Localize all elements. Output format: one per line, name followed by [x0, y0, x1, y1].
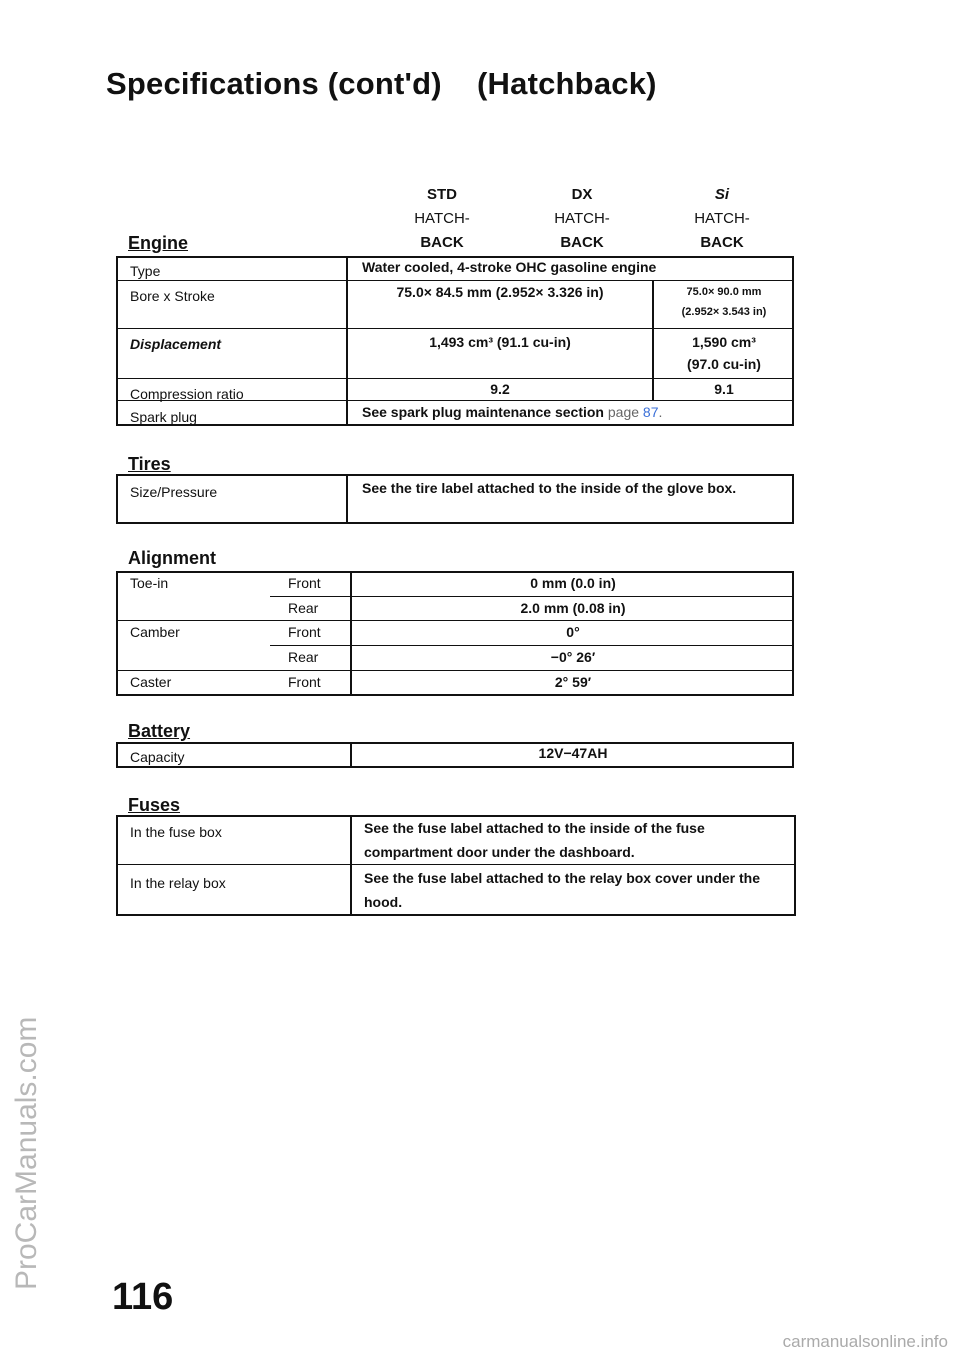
bore-label: Bore x Stroke: [130, 288, 215, 304]
spark-plug-label: Spark plug: [130, 409, 197, 425]
compression-label: Compression ratio: [130, 386, 244, 402]
tires-bottom-rule: [116, 522, 794, 524]
spark-plug-value: [362, 404, 662, 420]
tires-divider: [346, 474, 348, 524]
battery-capacity-value: 12V−47AH: [538, 745, 608, 761]
footer-watermark: carmanualsonline.info: [782, 1332, 948, 1351]
camber-rear-label: Rear: [288, 649, 319, 665]
battery-capacity-label: Capacity: [130, 749, 185, 765]
spark-plug-text: See spark plug maintenance section: [362, 404, 604, 420]
tire-size-value: See the tire label attached to the inside of the glove box.: [362, 480, 737, 496]
toe-in-front-label: Front: [288, 575, 321, 591]
relay-box-label: In the relay box: [130, 875, 226, 891]
alignment-row-line: [270, 596, 794, 597]
alignment-row-line: [270, 645, 794, 646]
column-si-line1: Si: [714, 186, 730, 203]
column-std: [372, 183, 512, 255]
displacement-si-value-1: 1,590 cm³: [692, 334, 756, 350]
column-std-line2: HATCH-: [414, 210, 470, 227]
caster-front-label: Front: [288, 674, 321, 690]
tires-left-rule: [116, 474, 118, 524]
engine-row-line: [116, 378, 794, 379]
column-dx-line2: HATCH-: [554, 210, 610, 227]
page-number: 116: [112, 1276, 174, 1318]
displacement-std-value: 1,493 cm³ (91.1 cu-in): [429, 334, 571, 350]
alignment-heading: Alignment: [128, 548, 216, 568]
fuse-box-value: See the fuse label attached to the inside of the fuse compartment door under the dashboard.: [364, 820, 705, 860]
alignment-bottom-rule: [116, 694, 794, 696]
spark-plug-page-suffix: .: [658, 404, 663, 420]
alignment-right-rule: [792, 571, 794, 696]
compression-si-value: 9.1: [714, 381, 734, 397]
tire-size-label: Size/Pressure: [130, 484, 218, 500]
column-si: [652, 183, 792, 255]
fuses-divider: [350, 815, 352, 916]
toe-in-rear-label: Rear: [288, 600, 319, 616]
camber-rear-value: −0° 26′: [550, 649, 596, 665]
bore-si-value-2: (2.952× 3.543 in): [681, 306, 767, 318]
type-label: Type: [130, 263, 161, 279]
fuses-heading: Fuses: [128, 795, 181, 815]
camber-label: Camber: [130, 624, 180, 640]
engine-si-divider: [652, 280, 654, 400]
fuses-bottom-rule: [116, 914, 796, 916]
engine-heading: Engine: [128, 233, 189, 253]
engine-row-line: [116, 328, 794, 329]
spark-plug-page-link[interactable]: 87: [642, 404, 659, 420]
displacement-label: Displacement: [130, 336, 222, 352]
engine-row-line: [116, 280, 794, 281]
caster-label: Caster: [130, 674, 172, 690]
column-dx: [512, 183, 652, 255]
fuse-box-label: In the fuse box: [130, 824, 222, 840]
battery-top-rule: [116, 742, 794, 744]
alignment-row-line: [116, 620, 794, 621]
column-dx-line3: BACK: [560, 234, 604, 251]
battery-right-rule: [792, 742, 794, 768]
alignment-row-line: [116, 670, 794, 671]
fuses-row-line: [116, 864, 796, 865]
alignment-top-rule: [116, 571, 794, 573]
alignment-divider: [350, 571, 352, 696]
camber-front-label: Front: [288, 624, 321, 640]
camber-front-value: 0°: [566, 624, 580, 640]
compression-std-value: 9.2: [490, 381, 510, 397]
fuses-right-rule: [794, 815, 796, 916]
spark-plug-page-prefix: page: [607, 404, 640, 420]
column-si-line2: HATCH-: [694, 210, 750, 227]
column-std-line3: BACK: [420, 234, 464, 251]
tires-heading: Tires: [128, 454, 171, 474]
type-value: Water cooled, 4-stroke OHC gasoline engine: [362, 259, 657, 275]
battery-bottom-rule: [116, 766, 794, 768]
relay-box-value: See the fuse label attached to the relay box cover under the hood.: [364, 870, 761, 910]
toe-in-rear-value: 2.0 mm (0.08 in): [520, 600, 626, 616]
caster-front-value: 2° 59′: [554, 674, 592, 690]
fuses-left-rule: [116, 815, 118, 916]
displacement-si-value-2: (97.0 cu-in): [687, 356, 761, 372]
page-title: Specifications (cont'd) (Hatchback): [106, 66, 657, 101]
bore-si-value-1: 75.0× 90.0 mm: [686, 286, 762, 298]
column-si-line3: BACK: [700, 234, 744, 251]
bore-std-value: 75.0× 84.5 mm (2.952× 3.326 in): [396, 284, 604, 300]
engine-bottom-rule: [116, 424, 794, 426]
side-watermark: ProCarManuals.com: [10, 1016, 43, 1290]
alignment-left-rule: [116, 571, 118, 696]
engine-top-rule: [116, 256, 794, 258]
toe-in-front-value: 0 mm (0.0 in): [530, 575, 616, 591]
battery-heading: Battery: [128, 721, 191, 741]
battery-left-rule: [116, 742, 118, 768]
column-dx-line1: DX: [571, 186, 593, 203]
battery-divider: [350, 742, 352, 768]
column-std-line1: STD: [427, 186, 457, 203]
toe-in-label: Toe-in: [130, 575, 169, 591]
tires-right-rule: [792, 474, 794, 524]
